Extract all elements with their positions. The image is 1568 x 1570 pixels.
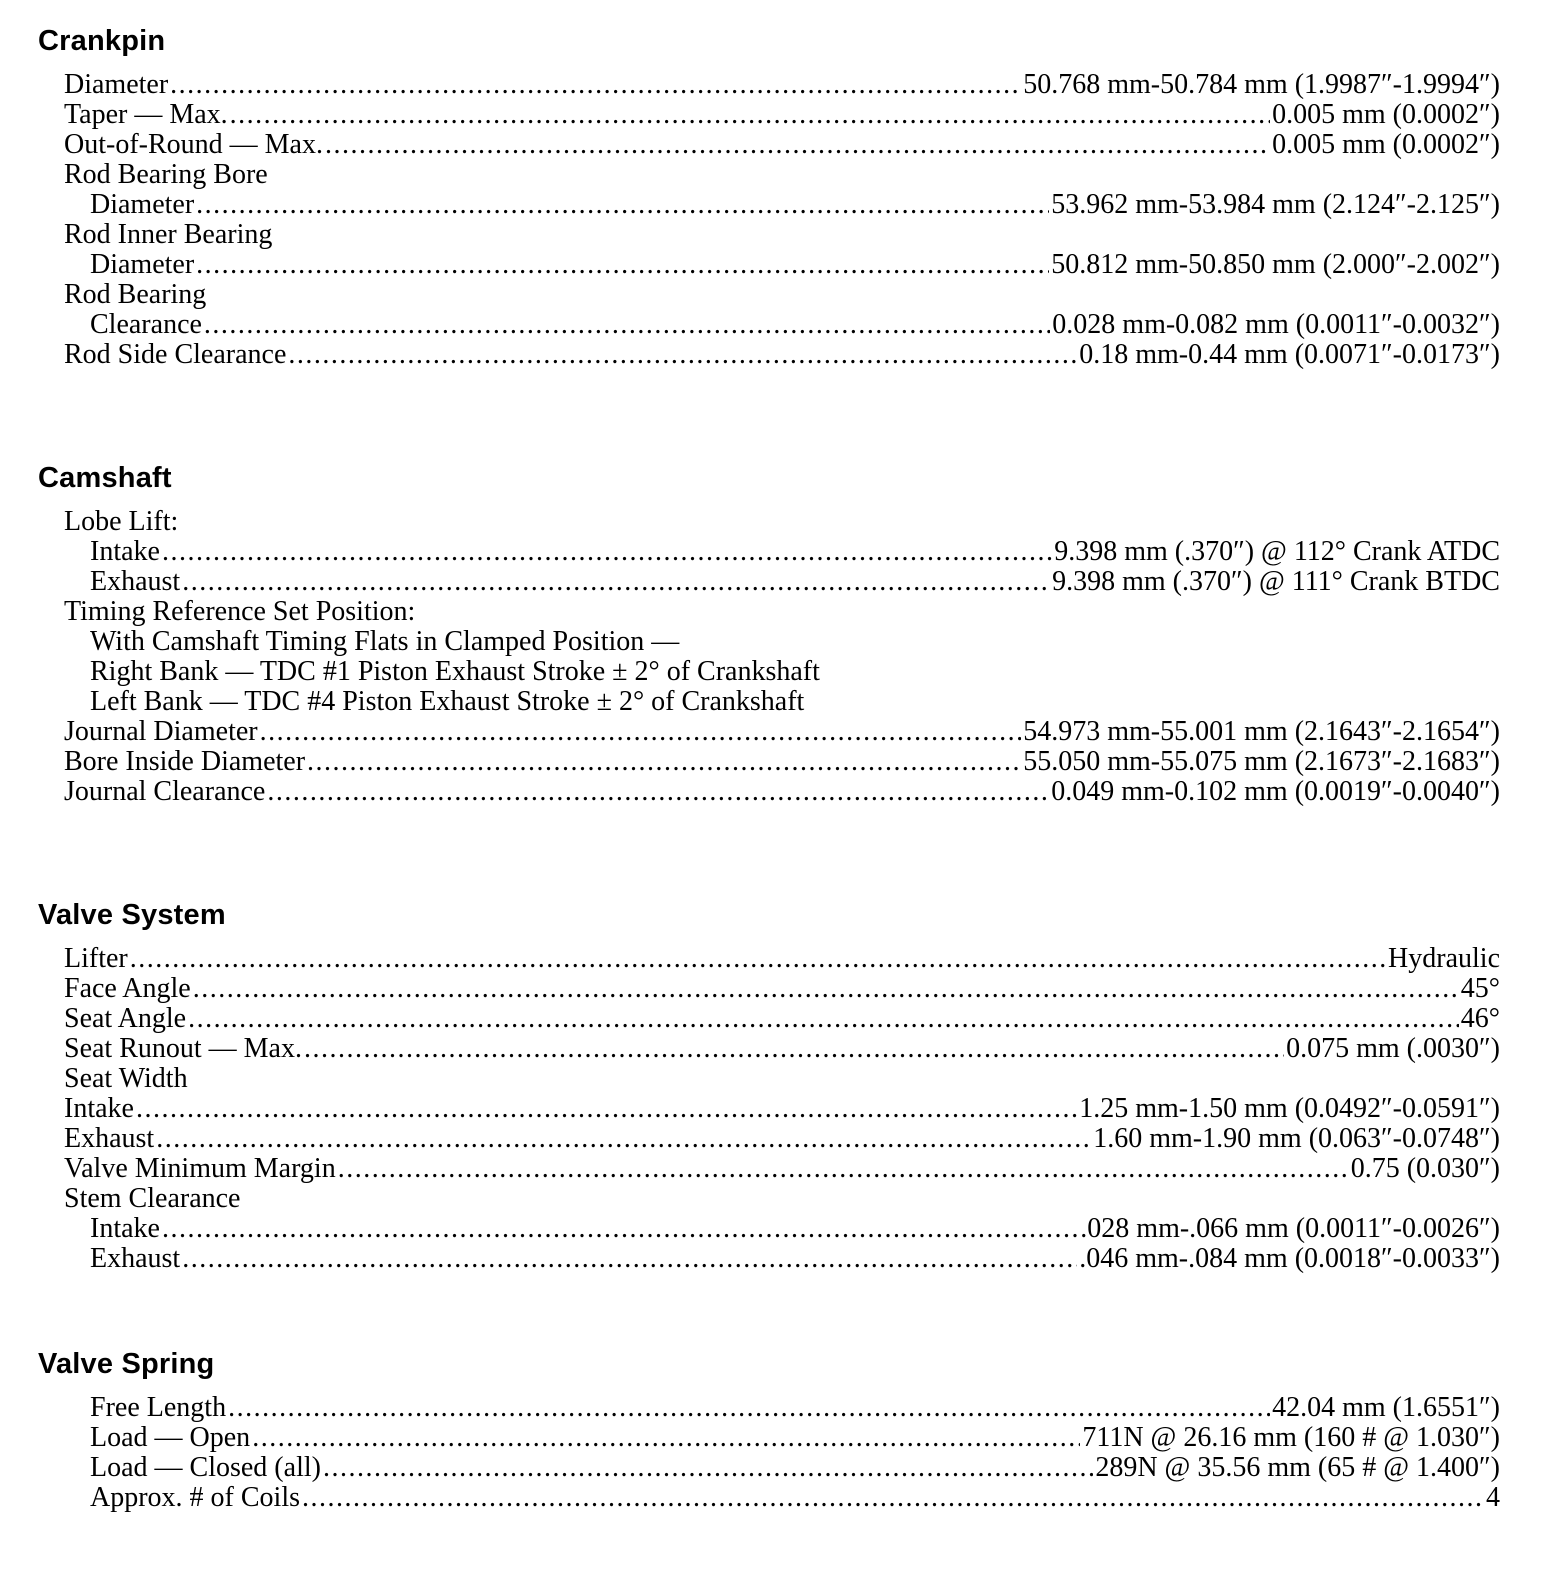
dot-leader [162,537,1052,567]
spec-label: Taper — Max. [64,99,228,130]
spec-row [64,1154,1500,1184]
spec-label: Rod Inner Bearing [64,219,273,250]
section-title: Crankpin [38,25,166,57]
spec-row [64,310,1500,340]
spec-label: Approx. # of Coils [90,1482,300,1513]
spec-value: 0.005 mm (0.0002″) [1272,99,1500,130]
spec-label: Exhaust [64,1123,155,1154]
spec-label: Load — Open [90,1422,251,1453]
spec-value: 1.25 mm-1.50 mm (0.0492″-0.0591″) [1079,1093,1500,1124]
spec-subheading [64,597,1500,627]
spec-label: Rod Side Clearance [64,339,287,370]
spec-list [64,944,1500,1274]
spec-label: Journal Clearance [64,776,266,807]
spec-value: 45° [1460,973,1500,1004]
spec-label: Out-of-Round — Max. [64,129,323,160]
section-valve-spring [38,1347,1500,1513]
spec-value: 46° [1460,1003,1500,1034]
spec-label: Timing Reference Set Position: [64,596,416,627]
spec-row [64,130,1500,160]
spec-label: Intake [90,1213,160,1244]
dot-leader [193,974,1459,1004]
spec-label: Clearance [90,309,202,340]
spec-value: 0.075 mm (.0030″) [1286,1033,1500,1064]
dot-leader [230,100,1270,130]
spec-label: Intake [90,536,160,567]
spec-row [64,944,1500,974]
spec-label: Right Bank — TDC #1 Piston Exhaust Stroke ± 2° of Crankshaft [90,656,820,687]
spec-value: 0.75 (0.030″) [1350,1153,1500,1184]
dot-leader [196,190,1049,220]
spec-row [64,974,1500,1004]
spec-label: Seat Angle [64,1003,187,1034]
spec-row [64,717,1500,747]
dot-leader [130,944,1386,974]
spec-row [64,1483,1500,1513]
spec-row [64,537,1500,567]
spec-row [64,70,1500,100]
dot-leader [307,747,1021,777]
spec-label: Valve Minimum Margin [64,1153,336,1184]
spec-label: Rod Bearing [64,279,207,310]
dot-leader [302,1483,1484,1513]
spec-label: Left Bank — TDC #4 Piston Exhaust Stroke ± 2° of Crankshaft [90,686,805,717]
spec-list [64,1393,1500,1513]
spec-note [64,657,1500,687]
spec-row [64,100,1500,130]
dot-leader [170,70,1021,100]
dot-leader [156,1124,1091,1154]
section-camshaft [38,461,1500,807]
dot-leader [252,1423,1080,1453]
dot-leader [182,1244,1077,1274]
spec-subheading [64,1184,1500,1214]
spec-label: Intake [64,1093,134,1124]
spec-subheading [64,507,1500,537]
spec-value: 42.04 mm (1.6551″) [1272,1392,1500,1423]
section-title: Camshaft [38,462,172,494]
dot-leader [260,717,1022,747]
spec-value: 50.768 mm-50.784 mm (1.9987″-1.9994″) [1023,69,1500,100]
spec-row [64,1004,1500,1034]
section-valve-system [38,898,1500,1274]
spec-label: Lobe Lift: [64,506,179,537]
dot-leader [182,567,1050,597]
spec-subheading [64,1064,1500,1094]
spec-subheading [64,160,1500,190]
spec-label: Exhaust [90,566,181,597]
dot-leader [188,1004,1459,1034]
spec-value: 50.812 mm-50.850 mm (2.000″-2.002″) [1051,249,1500,280]
dot-leader [325,130,1270,160]
spec-row [64,250,1500,280]
dot-leader [323,1453,1093,1483]
spec-row [64,567,1500,597]
spec-note [64,687,1500,717]
spec-row [64,1453,1500,1483]
spec-row [64,1214,1500,1244]
spec-subheading [64,280,1500,310]
spec-label: Free Length [90,1392,227,1423]
spec-label: Face Angle [64,973,191,1004]
dot-leader [228,1393,1270,1423]
spec-value: 711N @ 26.16 mm (160 # @ 1.030″) [1082,1422,1500,1453]
spec-row [64,340,1500,370]
spec-value: 0.005 mm (0.0002″) [1272,129,1500,160]
spec-value: .046 mm-.084 mm (0.0018″-0.0033″) [1079,1243,1500,1274]
spec-subheading [64,220,1500,250]
spec-row [64,190,1500,220]
spec-value: 289N @ 35.56 mm (65 # @ 1.400″) [1095,1452,1500,1483]
spec-value: 55.050 mm-55.075 mm (2.1673″-2.1683″) [1023,746,1500,777]
spec-label: Journal Diameter [64,716,258,747]
section-title: Valve System [38,899,226,931]
spec-value: .028 mm-.066 mm (0.0011″-0.0026″) [1080,1213,1500,1244]
spec-row [64,1244,1500,1274]
spec-value: 0.18 mm-0.44 mm (0.0071″-0.0173″) [1079,339,1500,370]
spec-row [64,1423,1500,1453]
spec-label: Seat Width [64,1063,188,1094]
spec-label: Diameter [64,69,169,100]
spec-label: Diameter [90,249,195,280]
dot-leader [304,1034,1284,1064]
spec-label: With Camshaft Timing Flats in Clamped Position — [90,626,680,657]
spec-value: 9.398 mm (.370″) @ 111° Crank BTDC [1052,566,1500,597]
spec-value: 9.398 mm (.370″) @ 112° Crank ATDC [1054,536,1500,567]
spec-value: 1.60 mm-1.90 mm (0.063″-0.0748″) [1093,1123,1500,1154]
dot-leader [162,1214,1078,1244]
dot-leader [267,777,1049,807]
spec-label: Diameter [90,189,195,220]
dot-leader [204,310,1050,340]
spec-label: Lifter [64,943,128,974]
dot-leader [196,250,1049,280]
section-crankpin [38,24,1500,370]
spec-value: Hydraulic [1388,943,1500,974]
section-title: Valve Spring [38,1348,215,1380]
spec-value: 0.049 mm-0.102 mm (0.0019″-0.0040″) [1051,776,1500,807]
dot-leader [136,1094,1077,1124]
spec-label: Seat Runout — Max. [64,1033,302,1064]
spec-note [64,627,1500,657]
spec-label: Bore Inside Diameter [64,746,306,777]
spec-row [64,1124,1500,1154]
dot-leader [288,340,1077,370]
spec-value: 53.962 mm-53.984 mm (2.124″-2.125″) [1051,189,1500,220]
spec-list [64,70,1500,370]
spec-row [64,777,1500,807]
dot-leader [338,1154,1349,1184]
spec-row [64,1393,1500,1423]
spec-label: Stem Clearance [64,1183,241,1214]
spec-value: 0.028 mm-0.082 mm (0.0011″-0.0032″) [1052,309,1500,340]
spec-label: Load — Closed (all) [90,1452,321,1483]
spec-row [64,1094,1500,1124]
spec-value: 4 [1486,1482,1500,1513]
spec-value: 54.973 mm-55.001 mm (2.1643″-2.1654″) [1023,716,1500,747]
spec-row [64,1034,1500,1064]
spec-list [64,507,1500,807]
spec-label: Rod Bearing Bore [64,159,268,190]
spec-label: Exhaust [90,1243,181,1274]
spec-row [64,747,1500,777]
